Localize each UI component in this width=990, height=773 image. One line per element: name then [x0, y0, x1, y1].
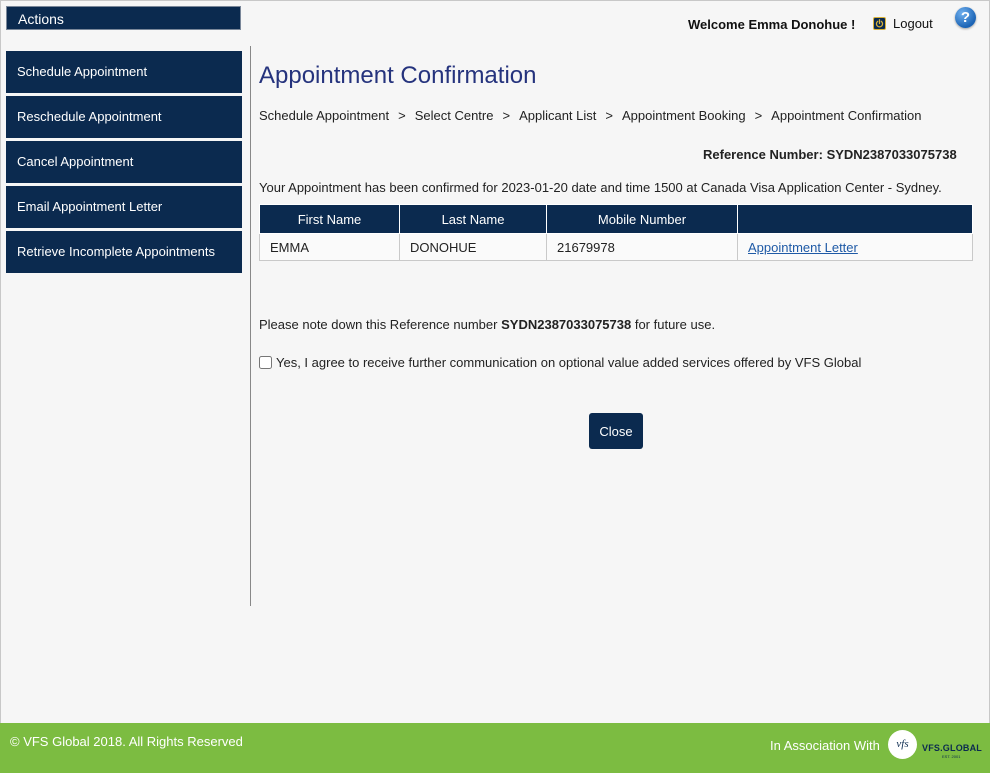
- column-header-letter: [738, 205, 973, 234]
- sidebar-item-schedule-appointment[interactable]: Schedule Appointment: [6, 51, 242, 93]
- breadcrumb-separator: >: [754, 108, 763, 123]
- breadcrumb: [259, 108, 921, 123]
- sidebar-menu: [6, 51, 242, 276]
- sidebar-item-reschedule-appointment[interactable]: Reschedule Appointment: [6, 96, 242, 138]
- breadcrumb-item-current: Appointment Confirmation: [771, 108, 922, 123]
- cell-last-name: DONOHUE: [400, 234, 547, 261]
- note-prefix: Please note down this Reference number: [259, 317, 498, 332]
- cell-mobile-number: 21679978: [547, 234, 738, 261]
- logout-label: Logout: [893, 16, 933, 31]
- reference-number: SYDN2387033075738: [826, 147, 957, 162]
- note-suffix: for future use.: [634, 317, 716, 332]
- copyright-text: © VFS Global 2018. All Rights Reserved: [10, 734, 243, 749]
- close-button[interactable]: Close: [589, 413, 643, 449]
- table-row: [260, 234, 973, 261]
- reference-number-line: [703, 147, 957, 162]
- actions-header: Actions: [6, 6, 241, 30]
- applicant-table: [259, 204, 973, 261]
- sidebar-item-cancel-appointment[interactable]: Cancel Appointment: [6, 141, 242, 183]
- breadcrumb-separator: >: [502, 108, 511, 123]
- breadcrumb-separator: >: [398, 108, 406, 123]
- association-text: In Association With: [770, 738, 880, 753]
- vfs-logo-icon: vfs: [888, 730, 917, 759]
- sidebar-divider: [250, 46, 251, 606]
- help-icon[interactable]: ?: [955, 7, 976, 28]
- column-header-mobile-number: Mobile Number: [547, 205, 738, 234]
- footer: [0, 723, 990, 773]
- confirmation-message: Your Appointment has been confirmed for 2023-01-20 date and time 1500 at Canada Visa Application Center - Sydney.: [259, 180, 942, 195]
- power-icon: [873, 17, 886, 30]
- reference-note: [259, 317, 715, 332]
- table-header-row: [260, 205, 973, 234]
- breadcrumb-item: Applicant List: [519, 108, 597, 123]
- note-reference-number: SYDN2387033075738: [501, 317, 632, 332]
- cell-letter: [738, 234, 973, 261]
- cell-first-name: EMMA: [260, 234, 400, 261]
- vfs-est-text: EST. 2001: [942, 754, 961, 759]
- sidebar-item-email-appointment-letter[interactable]: Email Appointment Letter: [6, 186, 242, 228]
- breadcrumb-item: Select Centre: [414, 108, 494, 123]
- consent-label: Yes, I agree to receive further communication on optional value added services offered by VFS Global: [276, 355, 862, 370]
- appointment-letter-link[interactable]: Appointment Letter: [748, 239, 858, 255]
- sidebar-item-retrieve-incomplete-appointments[interactable]: Retrieve Incomplete Appointments: [6, 231, 242, 273]
- logout-button[interactable]: [873, 16, 933, 31]
- page-title: Appointment Confirmation: [259, 62, 537, 89]
- vfs-wordmark: VFS.GLOBAL: [922, 743, 982, 753]
- reference-label: Reference Number:: [703, 147, 823, 162]
- consent-checkbox[interactable]: [259, 356, 272, 369]
- breadcrumb-item: Schedule Appointment: [259, 108, 390, 123]
- welcome-message: Welcome Emma Donohue !: [688, 17, 856, 32]
- column-header-last-name: Last Name: [400, 205, 547, 234]
- breadcrumb-item: Appointment Booking: [621, 108, 746, 123]
- breadcrumb-separator: >: [605, 108, 613, 123]
- consent-option[interactable]: [258, 355, 861, 370]
- column-header-first-name: First Name: [260, 205, 400, 234]
